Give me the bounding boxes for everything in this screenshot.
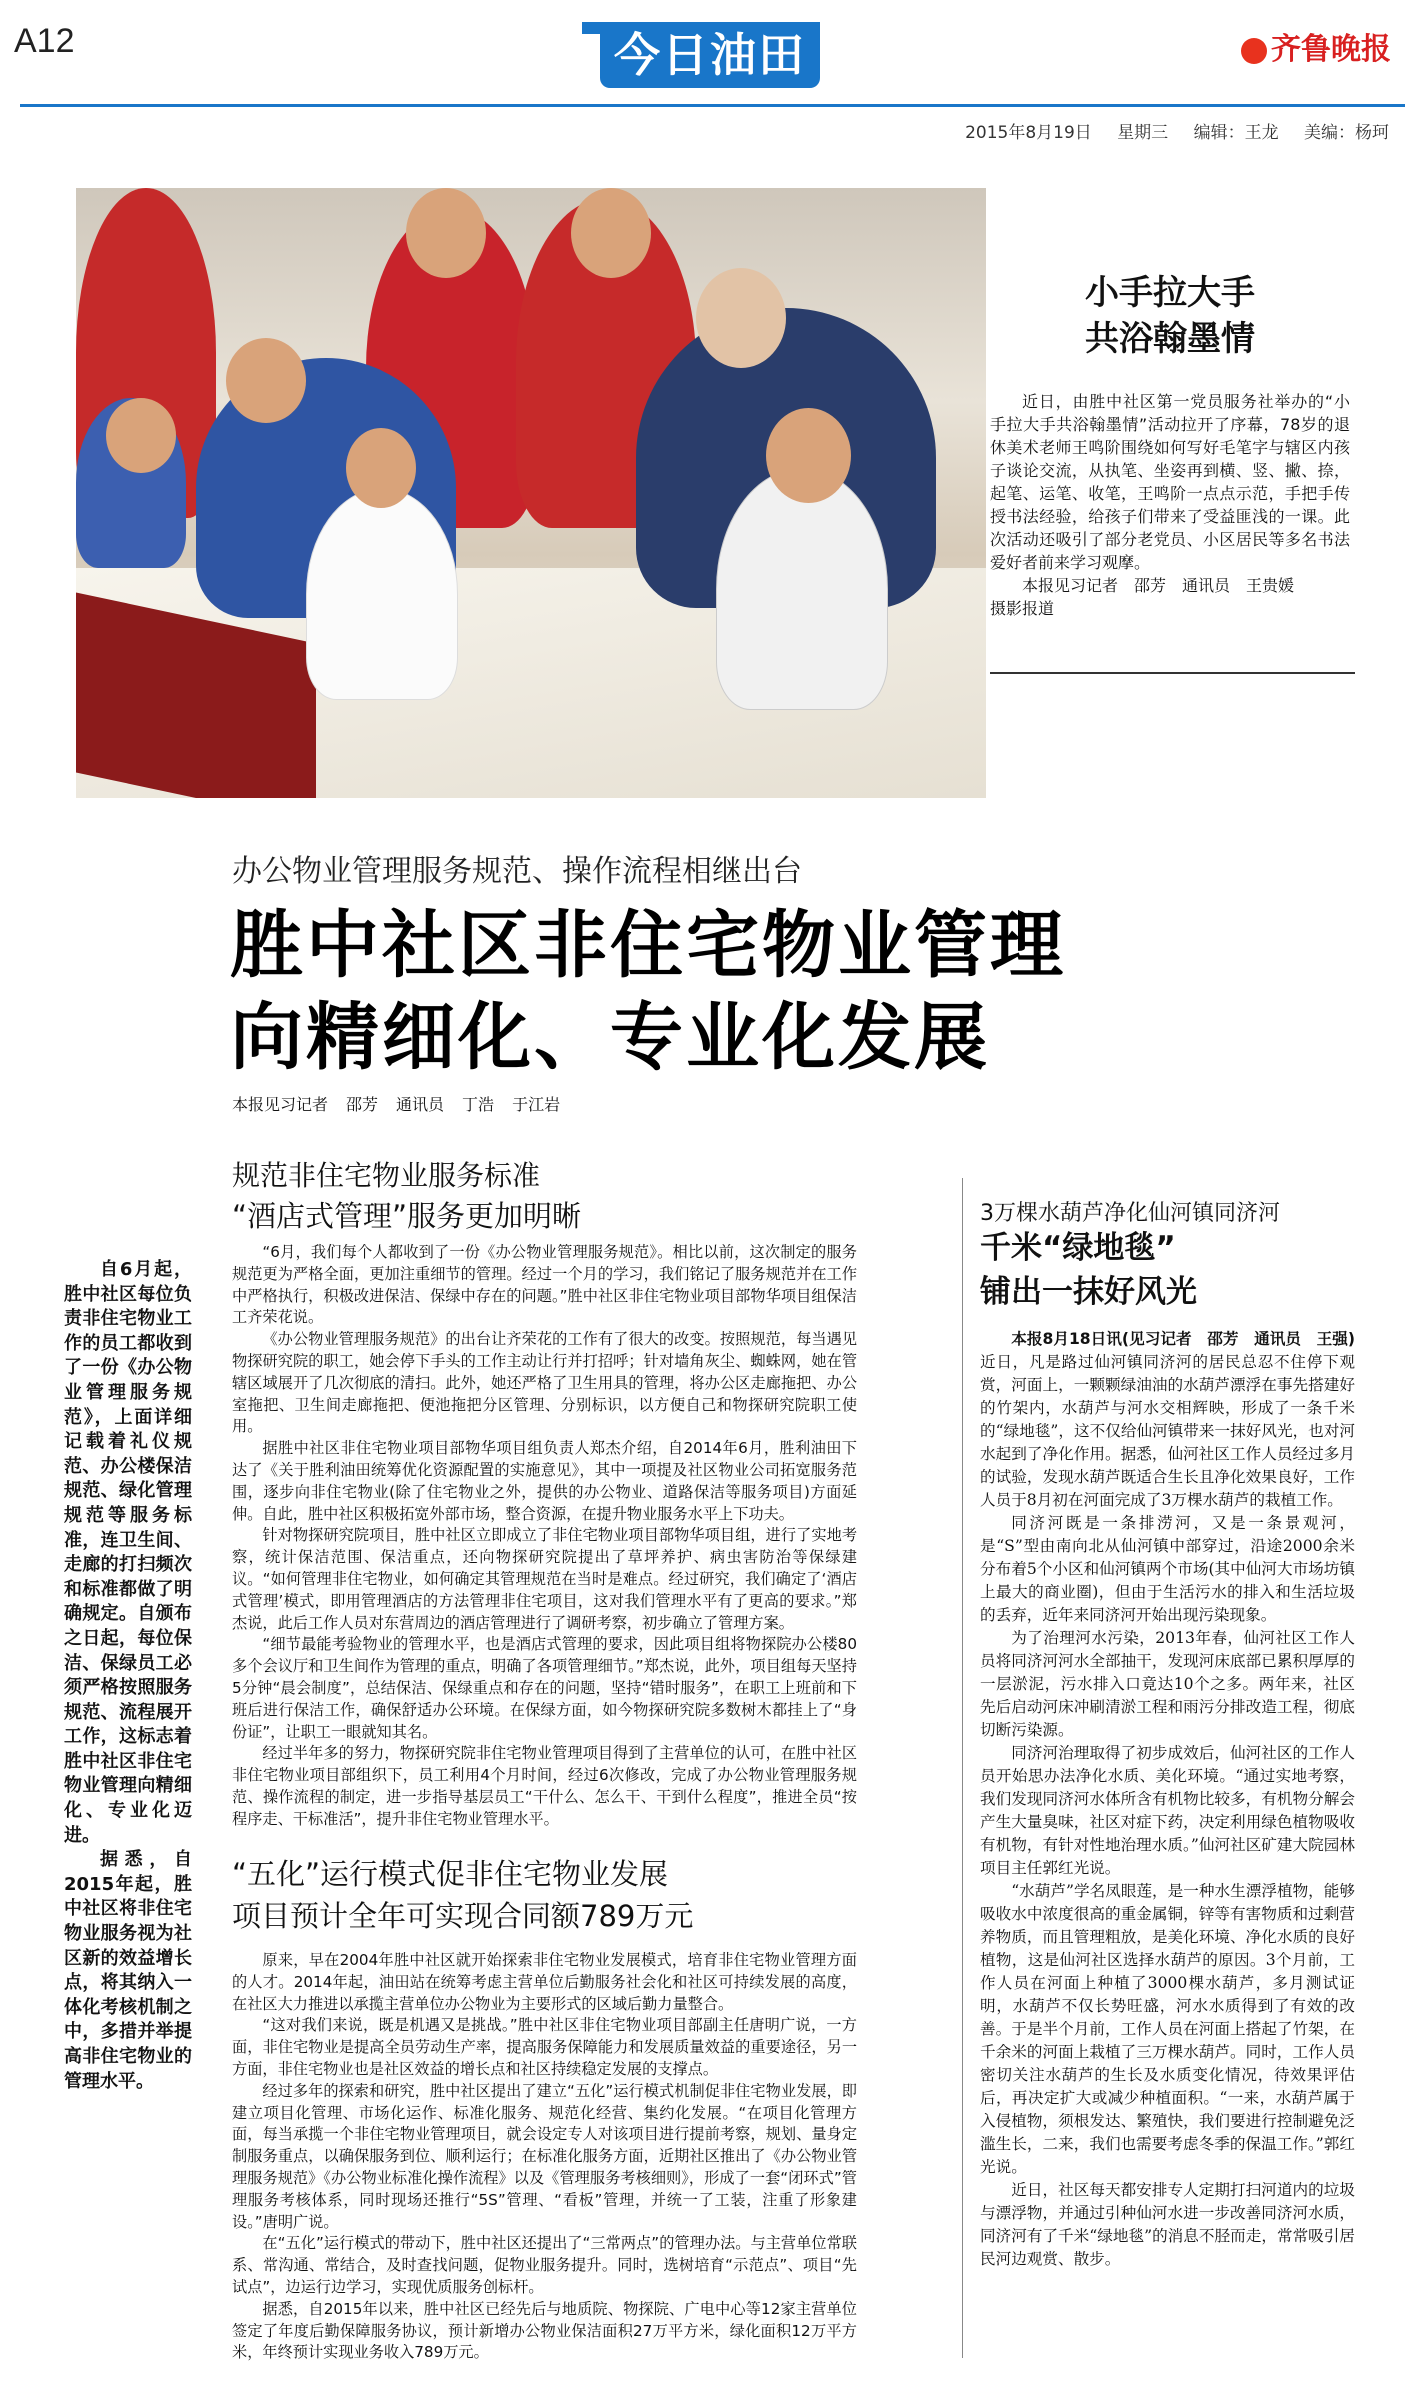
newspaper-logo bbox=[1241, 24, 1391, 68]
sun-icon bbox=[1241, 38, 1267, 64]
lead-column bbox=[64, 1258, 192, 2094]
byline-name: 丁浩 bbox=[462, 1095, 495, 1114]
byline-name: 于江岩 bbox=[512, 1095, 561, 1114]
side-headline-line-2: 铺出一抹好风光 bbox=[980, 1274, 1197, 1310]
main-headline-line-1: 胜中社区非住宅物业管理 bbox=[230, 903, 1066, 988]
side-byline: 本报8月18日讯(见习记者 邵芳 通讯员 王强) bbox=[1011, 1330, 1355, 1348]
side-kicker: 3万棵水葫芦净化仙河镇同济河 bbox=[980, 1201, 1280, 1226]
issue-date: 2015年8月19日 bbox=[965, 123, 1092, 143]
lead-paragraph: 自6月起，胜中社区每位负责非住宅物业工作的员工都收到了一份《办公物业管理服务规范》，上面详细记载着礼仪规范、办公楼保洁规范、绿化管理规范等服务标准，连卫生间、走廊的打扫频次和标准都做了明确规定。自颁布之日起，每位保洁、保绿员工必须严格按照服务规范、流程展开工作，这标志着胜中社区非住宅物业管理向精细化、专业化迈进。 bbox=[64, 1259, 192, 1846]
photo-face bbox=[106, 398, 176, 473]
photo-story bbox=[990, 270, 1350, 620]
body-paragraph: 同济河既是一条排涝河，又是一条景观河，是“S”型由南向北从仙河镇中部穿过，沿途2000余米分布着5个小区和仙河镇两个市场(其中仙河大市场坊镇上最大的商业圈)，但由于生活污水的排入和生活垃圾的丢弃，近年来同济河开始出现污染现象。 bbox=[980, 1514, 1355, 1624]
body-paragraph: 原来，早在2004年胜中社区就开始探索非住宅物业发展模式，培育非住宅物业管理方面的人才。2014年起，油田站在统筹考虑主营单位后勤服务社会化和社区可持续发展的高度，在社区大力推进以承揽主营单位办公物业为主要形式的区域后勤力量整合。 bbox=[232, 1951, 857, 2013]
photo-face bbox=[766, 408, 851, 503]
section2-title-1: “五化”运行模式促非住宅物业发展 bbox=[232, 1857, 669, 1891]
body-paragraph: “细节最能考验物业的管理水平，也是酒店式管理的要求，因此项目组将物探院办公楼80多个会议厅和卫生间作为管理的重点，明确了各项管理细节。”郑杰说，此外，项目组每天坚持5分钟“晨会制度”，总结保洁、保绿重点和存在的问题，坚持“错时服务”，在职工上班前和下班后进行保洁工作，确保舒适办公环境。在保绿方面，如今物探研究院多数树木都挂上了“身份证”，让职工一眼就知其名。 bbox=[232, 1635, 857, 1741]
body-paragraph: 针对物探研究院项目，胜中社区立即成立了非住宅物业项目部物华项目组，进行了实地考察，统计保洁范围、保洁重点，还向物探研究院提出了草坪养护、病虫害防治等保绿建议。“如何管理非住宅物业，如何确定其管理规范在当时是难点。经过研究，我们确定了‘酒店式管理’模式，即用管理酒店的方法管理非住宅项目，这对我们管理水平有了更高的要求。”郑杰说，此后工作人员对东营周边的酒店管理进行了调研考察，初步确立了管理方案。 bbox=[232, 1526, 857, 1632]
photo-person bbox=[306, 488, 458, 700]
body-paragraph: 为了治理河水污染，2013年春，仙河社区工作人员将同济河河水全部抽干，发现河床底部已累积厚厚的一层淤泥，污水排入口竟达10个之多。两年来，社区先后启动河床冲刷清淤工程和雨污分排改造工程，彻底切断污染源。 bbox=[980, 1629, 1355, 1739]
side-headline-line-1: 千米“绿地毯” bbox=[980, 1230, 1176, 1266]
main-headline bbox=[230, 900, 1066, 1084]
issue-weekday: 星期三 bbox=[1117, 123, 1169, 143]
main-byline bbox=[232, 1092, 578, 1115]
section1-title-2: “酒店式管理”服务更加明晰 bbox=[232, 1199, 582, 1233]
side-body bbox=[980, 1328, 1355, 2271]
body-paragraph: 经过多年的探索和研究，胜中社区提出了建立“五化”运行模式机制促非住宅物业发展，即建立项目化管理、市场化运作、标准化服务、规范化经营、集约化发展。“在项目化管理方面，每当承揽一个非住宅物业管理项目，就会设定专人对该项目进行提前考察，规划、量身定制服务重点，以确保服务到位、顺利运行；在标准化服务方面，近期社区推出了《办公物业管理服务规范》《办公物业标准化操作流程》以及《管理服务考核细则》，形成了一套“闭环式”管理服务考核体系，同时现场还推行“5S”管理、“看板”管理，并统一了工装，注重了形象建设。”唐明广说。 bbox=[232, 2081, 857, 2231]
photo-face bbox=[406, 188, 486, 278]
body-paragraph: 据胜中社区非住宅物业项目部物华项目组负责人郑杰介绍，自2014年6月，胜利油田下达了《关于胜利油田统筹优化资源配置的实施意见》，其中一项提及社区物业公司拓宽服务范围，逐步向非住宅物业(除了住宅物业之外，提供的办公物业、道路保洁等服务项目)方面延伸。自此，胜中社区积极拓宽外部市场，整合资源，在提升物业服务水平上下功夫。 bbox=[232, 1439, 857, 1523]
body-paragraph: 同济河治理取得了初步成效后，仙河社区的工作人员开始思办法净化水质、美化环境。“通过实地考察，我们发现同济河水体所含有机物比较多，有机物分解会产生大量臭味，社区对症下药，决定利用绿色植物吸收有机物，有针对性地治理水质。”仙河社区矿建大院园林项目主任郭红光说。 bbox=[980, 1744, 1355, 1877]
header-divider bbox=[20, 104, 1405, 107]
brand-name: 齐鲁晚报 bbox=[1271, 32, 1391, 67]
body-paragraph: 在“五化”运行模式的带动下，胜中社区还提出了“三常两点”的管理办法。与主营单位常联系、常沟通、常结合，及时查找问题，促物业服务提升。同时，选树培育“示范点”、项目“先试点”，边运行边学习，实现优质服务创标杆。 bbox=[232, 2234, 857, 2296]
calligraphy-photo bbox=[76, 188, 986, 798]
photo-story-body: 近日，由胜中社区第一党员服务社举办的“小手拉大手共浴翰墨情”活动拉开了序幕，78岁的退休美术老师王鸣阶围绕如何写好毛笔字与辖区内孩子谈论交流，从执笔、坐姿再到横、竖、撇、捺，起笔、运笔、收笔，王鸣阶一点点示范，手把手传授书法经验，给孩子们带来了受益匪浅的一课。此次活动还吸引了部分老党员、小区居民等多名书法爱好者前来学习观摩。 bbox=[990, 392, 1350, 572]
photo-story-credit-2: 摄影报道 bbox=[990, 599, 1055, 618]
section1-title-1: 规范非住宅物业服务标准 bbox=[232, 1159, 541, 1192]
section1-body bbox=[232, 1242, 857, 1831]
editor-credit: 编辑：王龙 bbox=[1193, 123, 1279, 143]
body-paragraph: 近日，社区每天都安排专人定期打扫河道内的垃圾与漂浮物，并通过引种仙河水进一步改善同济河水质，同济河有了千米“绿地毯”的消息不胫而走，常常吸引居民河边观赏、散步。 bbox=[980, 2181, 1355, 2268]
section2-title-2: 项目预计全年可实现合同额789万元 bbox=[232, 1899, 694, 1933]
body-paragraph: 经过半年多的努力，物探研究院非住宅物业管理项目得到了主营单位的认可，在胜中社区非住宅物业项目部组织下，员工利用4个月时间，经过6次修改，完成了办公物业管理服务规范、操作流程的制定，进一步指导基层员工“干什么、怎么干、干到什么程度”，推进全员“按程序走、干标准活”，提升非住宅物业管理水平。 bbox=[232, 1744, 857, 1828]
body-paragraph: 据悉，自2015年以来，胜中社区已经先后与地质院、物探院、广电中心等12家主营单位签定了年度后勤保障服务协议，预计新增办公物业保洁面积27万平方米，绿化面积12万平方米，年终预计实现业务收入789万元。 bbox=[232, 2299, 857, 2362]
side-headline bbox=[980, 1226, 1197, 1314]
caption-divider bbox=[990, 672, 1355, 674]
photo-face bbox=[571, 188, 651, 278]
byline-role: 本报见习记者 bbox=[232, 1095, 329, 1114]
photo-face bbox=[226, 338, 306, 423]
page-number: A12 bbox=[14, 22, 75, 60]
body-paragraph: “6月，我们每个人都收到了一份《办公物业管理服务规范》。相比以前，这次制定的服务规范更为严格全面，更加注重细节的管理。经过一个月的学习，我们铭记了服务规范并在工作中严格执行，积极改进保洁、保绿中存在的问题。”胜中社区非住宅物业项目部物华项目组保洁工齐荣花说。 bbox=[232, 1243, 857, 1327]
body-paragraph: 近日，凡是路过仙河镇同济河的居民总忍不住停下观赏，河面上，一颗颗绿油油的水葫芦漂浮在事先搭建好的竹架内，水葫芦与河水交相辉映，形成了一条千米的“绿地毯”，这不仅给仙河镇带来一抹好风光，也对河水起到了净化作用。据悉，仙河社区工作人员经过多月的试验，发现水葫芦既适合生长且净化效果良好，工作人员于8月初在河面完成了3万棵水葫芦的栽植工作。 bbox=[980, 1353, 1355, 1509]
photo-person bbox=[716, 468, 888, 710]
byline-role: 通讯员 bbox=[396, 1095, 445, 1114]
main-headline-line-2: 向精细化、专业化发展 bbox=[230, 995, 990, 1080]
byline-name: 邵芳 bbox=[346, 1095, 379, 1114]
lead-paragraph: 据悉，自2015年起，胜中社区将非住宅物业服务视为社区新的效益增长点，将其纳入一体化考核机制之中，多措并举提高非住宅物业的管理水平。 bbox=[64, 1849, 192, 2092]
photo-story-title-2: 共浴翰墨情 bbox=[1085, 319, 1255, 359]
section2-body bbox=[232, 1950, 857, 2364]
issue-meta bbox=[951, 118, 1389, 143]
photo-story-credit: 本报见习记者 邵芳 通讯员 王贵媛 bbox=[1022, 576, 1295, 595]
column-divider bbox=[962, 1178, 963, 2358]
photo-story-title-1: 小手拉大手 bbox=[1085, 273, 1255, 313]
photo-face bbox=[346, 428, 416, 508]
section-banner: 今日油田 bbox=[600, 22, 820, 88]
designer-credit: 美编：杨珂 bbox=[1304, 123, 1389, 143]
main-kicker: 办公物业管理服务规范、操作流程相继出台 bbox=[232, 854, 802, 889]
body-paragraph: “水葫芦”学名凤眼莲，是一种水生漂浮植物，能够吸收水中浓度很高的重金属铜，锌等有害物质和过剩营养物质，而且管理粗放，是美化环境、净化水质的良好植物，这是仙河社区选择水葫芦的原因。3个月前，工作人员在河面上种植了3000棵水葫芦，多月测试证明，水葫芦不仅长势旺盛，河水水质得到了有效的改善。于是半个月前，工作人员在河面上搭起了竹架，在千余米的河面上栽植了三万棵水葫芦。同时，工作人员密切关注水葫芦的生长及水质变化情况，待效果评估后，再决定扩大或减少种植面积。“一来，水葫芦属于入侵植物，须根发达、繁殖快，我们要进行控制避免泛滥生长，二来，我们也需要考虑冬季的保温工作。”郭红光说。 bbox=[980, 1882, 1355, 2176]
body-paragraph: “这对我们来说，既是机遇又是挑战。”胜中社区非住宅物业项目部副主任唐明广说，一方面，非住宅物业是提高全员劳动生产率，提高服务保障能力和发展质量效益的重要途径，另一方面，非住宅物业也是社区效益的增长点和社区持续稳定发展的支撑点。 bbox=[232, 2016, 857, 2078]
body-paragraph: 《办公物业管理服务规范》的出台让齐荣花的工作有了很大的改变。按照规范，每当遇见物探研究院的职工，她会停下手头的工作主动让行并打招呼；针对墙角灰尘、蜘蛛网，她在管辖区域展开了几次彻底的清扫。此外，她还严格了卫生用具的管理，将办公区走廊拖把、办公室拖把、卫生间走廊拖把、便池拖把分区管理、分别标识，以方便自己和物探研究院职工使用。 bbox=[232, 1330, 857, 1436]
photo-face bbox=[696, 268, 786, 368]
